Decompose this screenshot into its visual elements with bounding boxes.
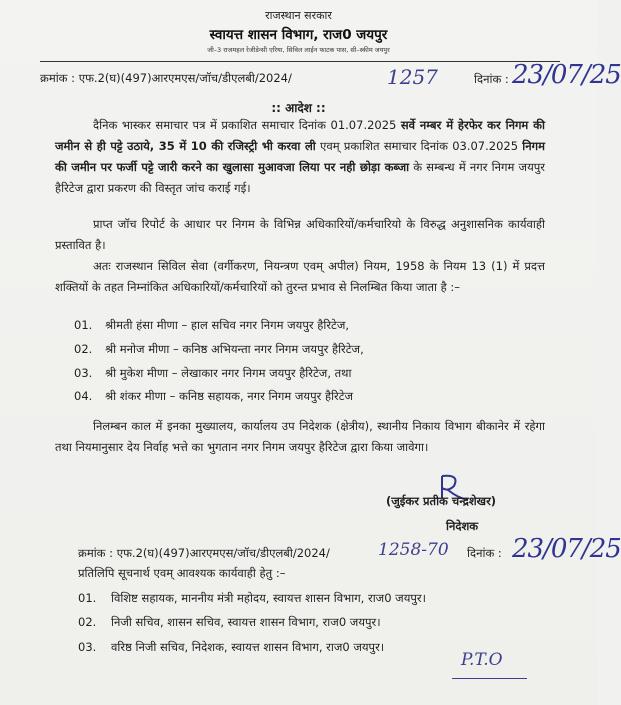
p1-text-a: दैनिक भास्कर समाचार पत्र में प्रकाशित समाचार दिनांक 01.07.2025 <box>93 118 401 132</box>
item-number: 02. <box>78 615 97 629</box>
pto-underline <box>452 678 527 679</box>
p1-text-b: एवम् प्रकाशित समाचार दिनांक 03.07.2025 <box>315 139 523 153</box>
suspended-list-item <box>74 389 353 404</box>
signatory-designation: निदेशक <box>446 519 479 533</box>
paragraph-headquarters <box>55 416 545 458</box>
paragraph-inquiry-report <box>55 214 545 256</box>
p1-headline-b: निगम की जमीन पर फर्जी पट्टे जारी करने का खुलासा मुआवजा लिया पर नही छोड़ा कब्जा <box>55 139 546 174</box>
item-number: 02. <box>74 342 93 356</box>
department-header: स्वायत्त शासन विभाग, राज0 जयपुर <box>209 27 388 43</box>
copy-list-item <box>78 591 426 606</box>
p2-text: प्राप्त जॉच रिपोर्ट के आधार पर निगम के विभिन्न अधिकारियों/कर्मचारियो के विरुद्ध अनुशासनिक कार्यवाही प्रस्तावित है। <box>55 217 545 252</box>
p1-headline-a: सर्वे नम्बर में हेरफेर कर निगम की जमीन से ही पट्टे उठाये, 35 में 10 की रजिस्ट्री भी करवा ली <box>55 118 545 153</box>
copy-ref-number: क्रमांक : एफ.2(घ)(497)आरएमएस/जॉच/डीएलबी/2024/ <box>78 546 330 560</box>
address-line: जी–3 राजमहल रेजीडेन्सी एरिया, सिविल लाईन फाटक पास, सी–स्कीम जयपुर <box>207 46 390 54</box>
suspended-list-item <box>74 342 364 357</box>
copy-heading: प्रतिलिपि सूचनार्थ एवम् आवश्यक कार्यवाही हेतु :– <box>78 566 286 580</box>
copy-list-item <box>78 615 381 630</box>
item-text: श्री शंकर मीणा – कनिष्ठ सहायक, नगर निगम जयपुर हैरिटेज <box>105 389 354 403</box>
paragraph-news-reference <box>55 115 545 199</box>
p3-text: अतः राजस्थान सिविल सेवा (वर्गीकरण, नियन्त्रण एवम् अपील) नियम, 1958 के नियम 13 (1) में प्रदत्त शक्तियों के तहत निम्नांकित अधिकारियों/कर्मचारियों को तुरन्त प्रभाव से निलम्बित किया जाता है :– <box>55 259 545 294</box>
order-ref-number: क्रमांक : एफ.2(घ)(497)आरएमएस/जॉच/डीएलबी/2024/ <box>40 71 292 85</box>
handwritten-order-date: 23/07/25 <box>512 60 621 90</box>
order-title: :: आदेश :: <box>271 101 326 115</box>
p4-text: निलम्बन काल में इनका मुख्यालय, कार्यालय उप निदेशक (क्षेत्रीय), स्थानीय निकाय विभाग बीकानेर में रहेगा तथा नियमानुसार देय निर्वाह भत्ते का भुगतान नगर निगम जयपुर हैरिटेज द्वारा किया जावेगा। <box>55 419 545 454</box>
paragraph-suspension-rule <box>55 256 545 298</box>
item-text: श्री मुकेश मीणा – लेखाकार नगर निगम जयपुर हैरिटेज, तथा <box>105 366 352 380</box>
item-text: श्रीमती हंसा मीणा – हाल सचिव नगर निगम जयपुर हैरिटेज, <box>105 318 350 332</box>
suspended-list-item <box>74 318 349 333</box>
handwritten-copy-date: 23/07/25 <box>512 534 621 564</box>
item-number: 03. <box>78 640 97 654</box>
copy-date-label: दिनांक : <box>467 546 502 560</box>
suspended-list-item <box>74 366 352 381</box>
handwritten-copy-no: 1258-70 <box>378 540 449 560</box>
header-divider <box>40 61 560 62</box>
item-text: वरिष्ठ निजी सचिव, निदेशक, स्वायत्त शासन विभाग, राज0 जयपुर। <box>111 640 385 654</box>
govt-header: राजस्थान सरकार <box>265 9 332 22</box>
pto-note: P.T.O <box>461 650 503 670</box>
signatory-name: (जुईकर प्रतीक चन्द्रशेखर) <box>386 494 497 508</box>
order-date-label: दिनांक : <box>474 72 509 86</box>
item-text: निजी सचिव, शासन सचिव, स्वायत्त शासन विभाग, राज0 जयपुर। <box>111 615 381 629</box>
item-text: श्री मनोज मीणा – कनिष्ठ अभियन्ता नगर निगम जयपुर हैरिटेज, <box>105 342 364 356</box>
item-number: 01. <box>78 591 97 605</box>
copy-list-item <box>78 640 384 655</box>
p1-text-c: के सम्बन्ध में नगर निगम जयपुर हैरिटेज द्वारा प्रकरण की विस्तृत जांच कराई गई। <box>55 160 545 195</box>
item-number: 03. <box>74 366 93 380</box>
handwritten-order-no: 1257 <box>387 65 438 89</box>
item-number: 04. <box>74 389 93 403</box>
item-text: विशिष्ट सहायक, माननीय मंत्री महोदय, स्वायत्त शासन विभाग, राज0 जयपुर। <box>111 591 426 605</box>
item-number: 01. <box>74 318 93 332</box>
